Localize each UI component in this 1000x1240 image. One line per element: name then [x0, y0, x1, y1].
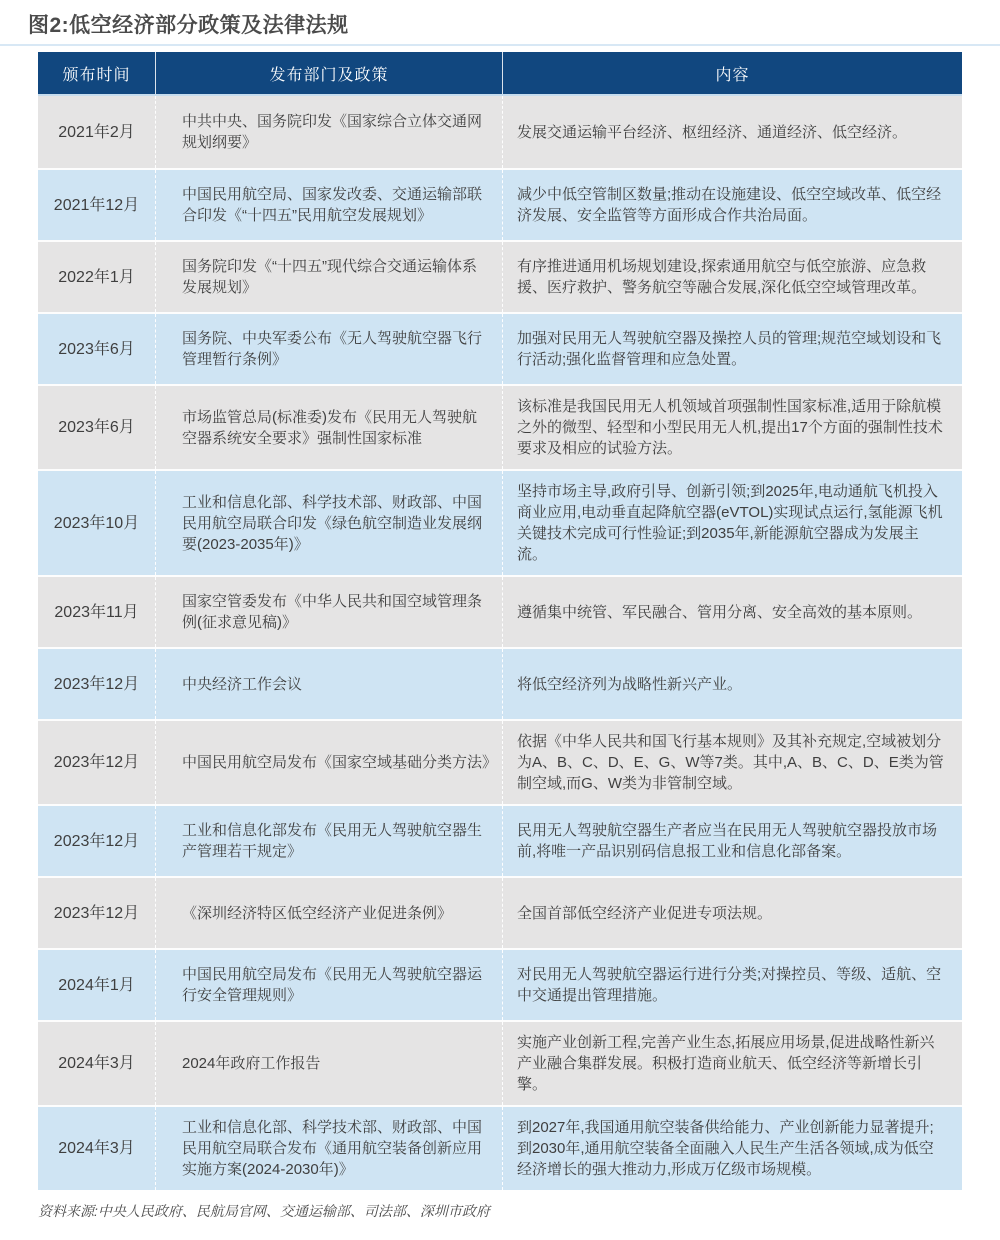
cell-content: 对民用无人驾驶航空器运行进行分类;对操控员、等级、适航、空中交通提出管理措施。 — [502, 950, 962, 1020]
figure-title: 图2:低空经济部分政策及法律法规 — [28, 14, 349, 37]
cell-policy: 中国民用航空局发布《国家空域基础分类方法》 — [155, 721, 502, 804]
cell-policy: 国家空管委发布《中华人民共和国空域管理条例(征求意见稿)》 — [155, 577, 502, 647]
cell-content: 发展交通运输平台经济、枢纽经济、通道经济、低空经济。 — [502, 96, 962, 168]
table-row — [38, 1105, 962, 1190]
cell-policy: 中共中央、国务院印发《国家综合立体交通网规划纲要》 — [155, 96, 502, 168]
table-row — [38, 948, 962, 1020]
table-row — [38, 804, 962, 876]
table-row — [38, 168, 962, 240]
cell-content: 遵循集中统管、军民融合、管用分离、安全高效的基本原则。 — [502, 577, 962, 647]
cell-date: 2022年1月 — [58, 268, 135, 286]
title-divider — [0, 44, 1000, 46]
cell-content: 加强对民用无人驾驶航空器及操控人员的管理;规范空域划设和飞行活动;强化监督管理和应急处置。 — [502, 314, 962, 384]
cell-date: 2023年12月 — [53, 904, 140, 922]
cell-policy: 《深圳经济特区低空经济产业促进条例》 — [155, 878, 502, 948]
policy-table — [38, 52, 962, 1190]
cell-policy: 工业和信息化部发布《民用无人驾驶航空器生产管理若干规定》 — [155, 806, 502, 876]
table-row — [38, 719, 962, 804]
column-header-policy: 发布部门及政策 — [155, 52, 502, 94]
table-row — [38, 876, 962, 948]
table-row — [38, 240, 962, 312]
table-row — [38, 384, 962, 469]
cell-policy: 工业和信息化部、科学技术部、财政部、中国民用航空局联合发布《通用航空装备创新应用实施方案(2024-2030年)》 — [155, 1107, 502, 1190]
cell-policy: 中央经济工作会议 — [155, 649, 502, 719]
cell-date: 2023年12月 — [53, 675, 140, 693]
cell-policy: 市场监管总局(标准委)发布《民用无人驾驶航空器系统安全要求》强制性国家标准 — [155, 386, 502, 469]
cell-policy: 工业和信息化部、科学技术部、财政部、中国民用航空局联合印发《绿色航空制造业发展纲要(2023-2035年)》 — [155, 471, 502, 575]
cell-date: 2023年11月 — [54, 603, 139, 621]
cell-policy: 2024年政府工作报告 — [155, 1022, 502, 1105]
table-row — [38, 96, 962, 168]
cell-date: 2023年10月 — [53, 514, 140, 532]
column-header-content: 内容 — [502, 52, 962, 94]
cell-content: 减少中低空管制区数量;推动在设施建设、低空空域改革、低空经济发展、安全监管等方面形成合作共治局面。 — [502, 170, 962, 240]
table-body — [38, 96, 962, 1190]
cell-date: 2024年3月 — [58, 1140, 135, 1157]
cell-content: 坚持市场主导,政府引导、创新引领;到2025年,电动通航飞机投入商业应用,电动垂直起降航空器(eVTOL)实现试点运行,氢能源飞机关键技术完成可行性验证;到2035年,新能源航空器成为发展主流。 — [502, 471, 962, 575]
table-header-row — [38, 52, 962, 96]
cell-content: 到2027年,我国通用航空装备供给能力、产业创新能力显著提升;到2030年,通用航空装备全面融入人民生产生活各领域,成为低空经济增长的强大推动力,形成万亿级市场规模。 — [502, 1107, 962, 1190]
cell-policy: 中国民用航空局发布《民用无人驾驶航空器运行安全管理规则》 — [155, 950, 502, 1020]
cell-content: 该标准是我国民用无人机领域首项强制性国家标准,适用于除航模之外的微型、轻型和小型民用无人机,提出17个方面的强制性技术要求及相应的试验方法。 — [502, 386, 962, 469]
cell-content: 实施产业创新工程,完善产业生态,拓展应用场景,促进战略性新兴产业融合集群发展。积极打造商业航天、低空经济等新增长引擎。 — [502, 1022, 962, 1105]
cell-date: 2021年12月 — [53, 196, 140, 214]
cell-date: 2021年2月 — [58, 123, 135, 141]
source-note: 资料来源:中央人民政府、民航局官网、交通运输部、司法部、深圳市政府 — [38, 1203, 490, 1219]
cell-policy: 中国民用航空局、国家发改委、交通运输部联合印发《“十四五”民用航空发展规划》 — [155, 170, 502, 240]
cell-date: 2024年3月 — [58, 1055, 135, 1072]
table-row — [38, 575, 962, 647]
cell-content: 将低空经济列为战略性新兴产业。 — [502, 649, 962, 719]
cell-content: 民用无人驾驶航空器生产者应当在民用无人驾驶航空器投放市场前,将唯一产品识别码信息报工业和信息化部备案。 — [502, 806, 962, 876]
cell-policy: 国务院印发《“十四五”现代综合交通运输体系发展规划》 — [155, 242, 502, 312]
table-row — [38, 647, 962, 719]
table-row — [38, 1020, 962, 1105]
cell-date: 2023年12月 — [53, 754, 140, 771]
cell-date: 2023年6月 — [58, 340, 135, 358]
cell-content: 全国首部低空经济产业促进专项法规。 — [502, 878, 962, 948]
cell-date: 2023年6月 — [58, 419, 135, 436]
table-row — [38, 469, 962, 575]
cell-policy: 国务院、中央军委公布《无人驾驶航空器飞行管理暂行条例》 — [155, 314, 502, 384]
cell-content: 有序推进通用机场规划建设,探索通用航空与低空旅游、应急救援、医疗救护、警务航空等融合发展,深化低空空域管理改革。 — [502, 242, 962, 312]
cell-date: 2023年12月 — [53, 832, 140, 850]
column-header-date: 颁布时间 — [62, 66, 131, 84]
cell-date: 2024年1月 — [58, 976, 135, 994]
table-row — [38, 312, 962, 384]
cell-content: 依据《中华人民共和国飞行基本规则》及其补充规定,空域被划分为A、B、C、D、E、G、W等7类。其中,A、B、C、D、E类为管制空域,而G、W类为非管制空域。 — [502, 721, 962, 804]
